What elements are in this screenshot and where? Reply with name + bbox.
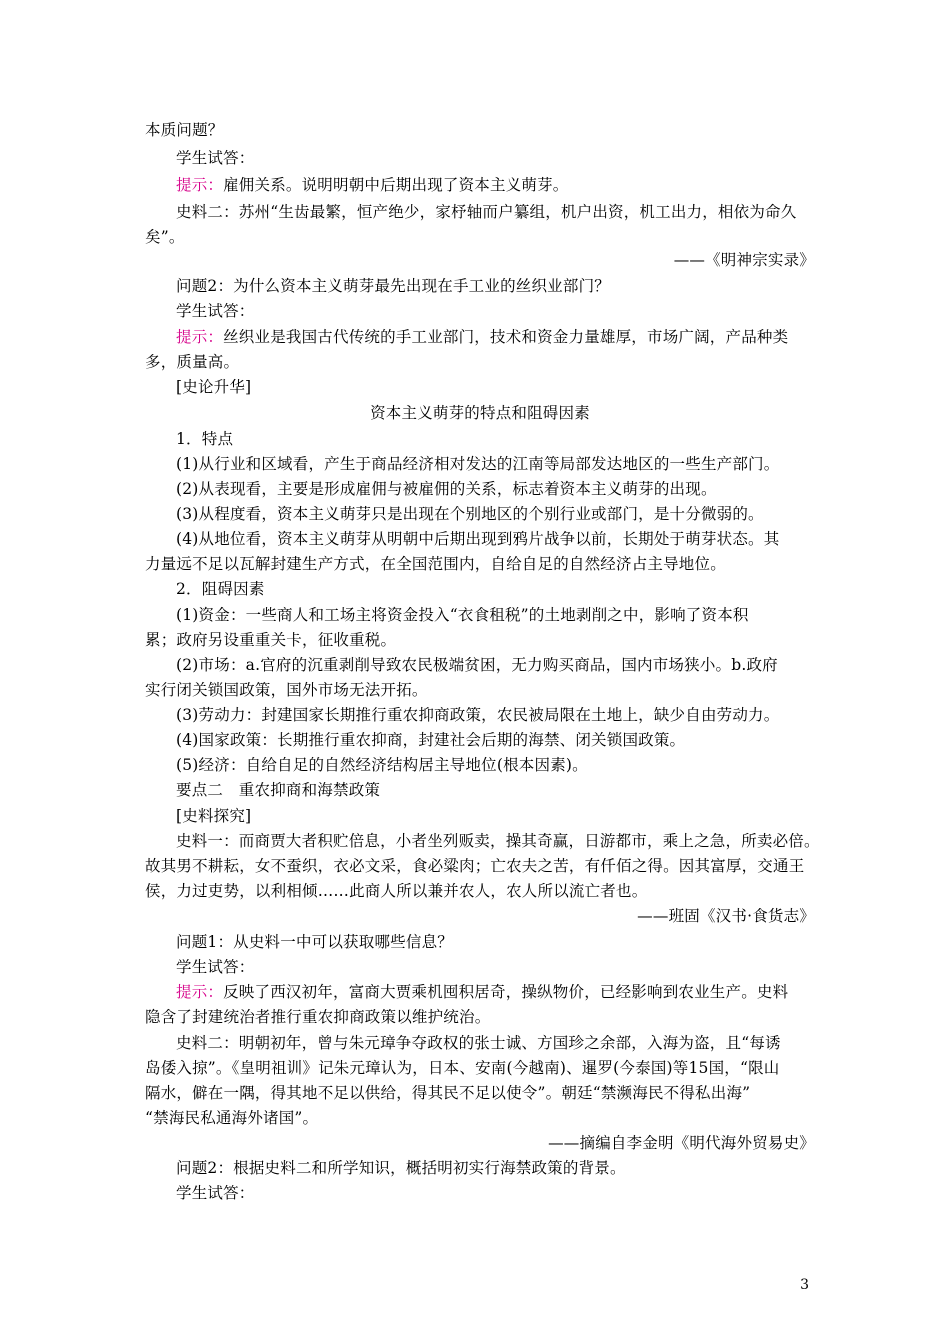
text-line: 力量远不足以瓦解封建生产方式，在全国范围内，自给自足的自然经济占主导地位。 [145,555,726,573]
text-line: 学生试答： [176,149,255,167]
hint-line: 提示：雇佣关系。说明明朝中后期出现了资本主义萌芽。 [176,176,569,194]
section-heading: 资本主义萌芽的特点和阻碍因素 [370,404,590,422]
text-line: 本质问题？ [145,121,224,139]
text-line: 史料一：而商贾大者积贮倍息，小者坐列贩卖，操其奇赢，日游都市，乘上之急，所卖必倍。 [176,832,820,850]
text-line: 史料二：明朝初年，曾与朱元璋争夺政权的张士诚、方国珍之余部，入海为盗，且“每诱 [176,1034,781,1052]
text-line: (3)劳动力：封建国家长期推行重农抑商政策，农民被局限在土地上，缺少自由劳动力。 [176,706,780,724]
text-line: (1)资金：一些商人和工场主将资金投入“衣食租税”的土地剥削之中，影响了资本积 [176,606,749,624]
hint-label: 提示： [176,983,224,1001]
text-line: 多，质量高。 [145,353,240,371]
text-line: 累；政府另设重重关卡，征收重税。 [145,631,397,649]
text-line: “禁海民私通海外诸国”。 [145,1109,319,1127]
citation: ——摘编自李金明《明代海外贸易史》 [548,1134,815,1152]
question: 问题1：从史料一中可以获取哪些信息？ [176,933,453,951]
text-line: (2)从表现看，主要是形成雇佣与被雇佣的关系，标志着资本主义萌芽的出现。 [176,480,717,498]
text-line: 学生试答： [176,302,255,320]
text-line: 1．特点 [176,430,234,448]
text-line: 学生试答： [176,1184,255,1202]
citation: ——《明神宗实录》 [673,251,815,269]
text-line: 2．阻碍因素 [176,580,265,598]
text-line: 侯，力过吏势，以利相倾……此商人所以兼并农人，农人所以流亡者也。 [145,882,648,900]
text-line: 隐含了封建统治者推行重农抑商政策以维护统治。 [145,1008,491,1026]
question: 问题2：为什么资本主义萌芽最先出现在手工业的丝织业部门？ [176,277,610,295]
question: 问题2：根据史料二和所学知识，概括明初实行海禁政策的背景。 [176,1159,626,1177]
text-line: (1)从行业和区域看，产生于商品经济相对发达的江南等局部发达地区的一些生产部门。 [176,455,780,473]
text-line: 隔水，僻在一隅，得其地不足以供给，得其民不足以使令”。朝廷“禁濒海民不得私出海” [145,1084,751,1102]
text-line: (3)从程度看，资本主义萌芽只是出现在个别地区的个别行业或部门，是十分微弱的。 [176,505,764,523]
hint-line: 提示：丝织业是我国古代传统的手工业部门，技术和资金力量雄厚，市场广阔，产品种类 [176,328,789,346]
section-heading: 要点二 重农抑商和海禁政策 [176,781,381,799]
text-line: 史料二：苏州“生齿最繁，恒产绝少，家杼轴而户纂组，机户出资，机工出力，相依为命久 [176,203,797,221]
citation: ——班固《汉书·食货志》 [637,907,815,925]
hint-label: 提示： [176,328,224,346]
text-line: (2)市场：a.官府的沉重剥削导致农民极端贫困，无力购买商品，国内市场狭小。b.政府 [176,656,778,674]
section-label: [史论升华] [176,378,252,396]
hint-label: 提示： [176,176,224,194]
text-line: (4)从地位看，资本主义萌芽从明朝中后期出现到鸦片战争以前，长期处于萌芽状态。其 [176,530,780,548]
text-line: 实行闭关锁国政策，国外市场无法开拓。 [145,681,428,699]
hint-line: 提示：反映了西汉初年，富商大贾乘机囤积居奇，操纵物价，已经影响到农业生产。史料 [176,983,789,1001]
page-number: 3 [800,1277,809,1293]
section-label: [史料探究] [176,807,252,825]
text-line: 故其男不耕耘，女不蚕织，衣必文采，食必粱肉；亡农夫之苦，有仟佰之得。因其富厚，交通王 [145,857,805,875]
text-line: 学生试答： [176,958,255,976]
text-line: 矣”。 [145,228,185,246]
text-line: 岛倭入掠”。《皇明祖训》记朱元璋认为，日本、安南(今越南)、暹罗(今泰国)等15国，“限山 [145,1059,780,1077]
text-line: (5)经济：自给自足的自然经济结构居主导地位(根本因素)。 [176,756,588,774]
text-line: (4)国家政策：长期推行重农抑商，封建社会后期的海禁、闭关锁国政策。 [176,731,686,749]
